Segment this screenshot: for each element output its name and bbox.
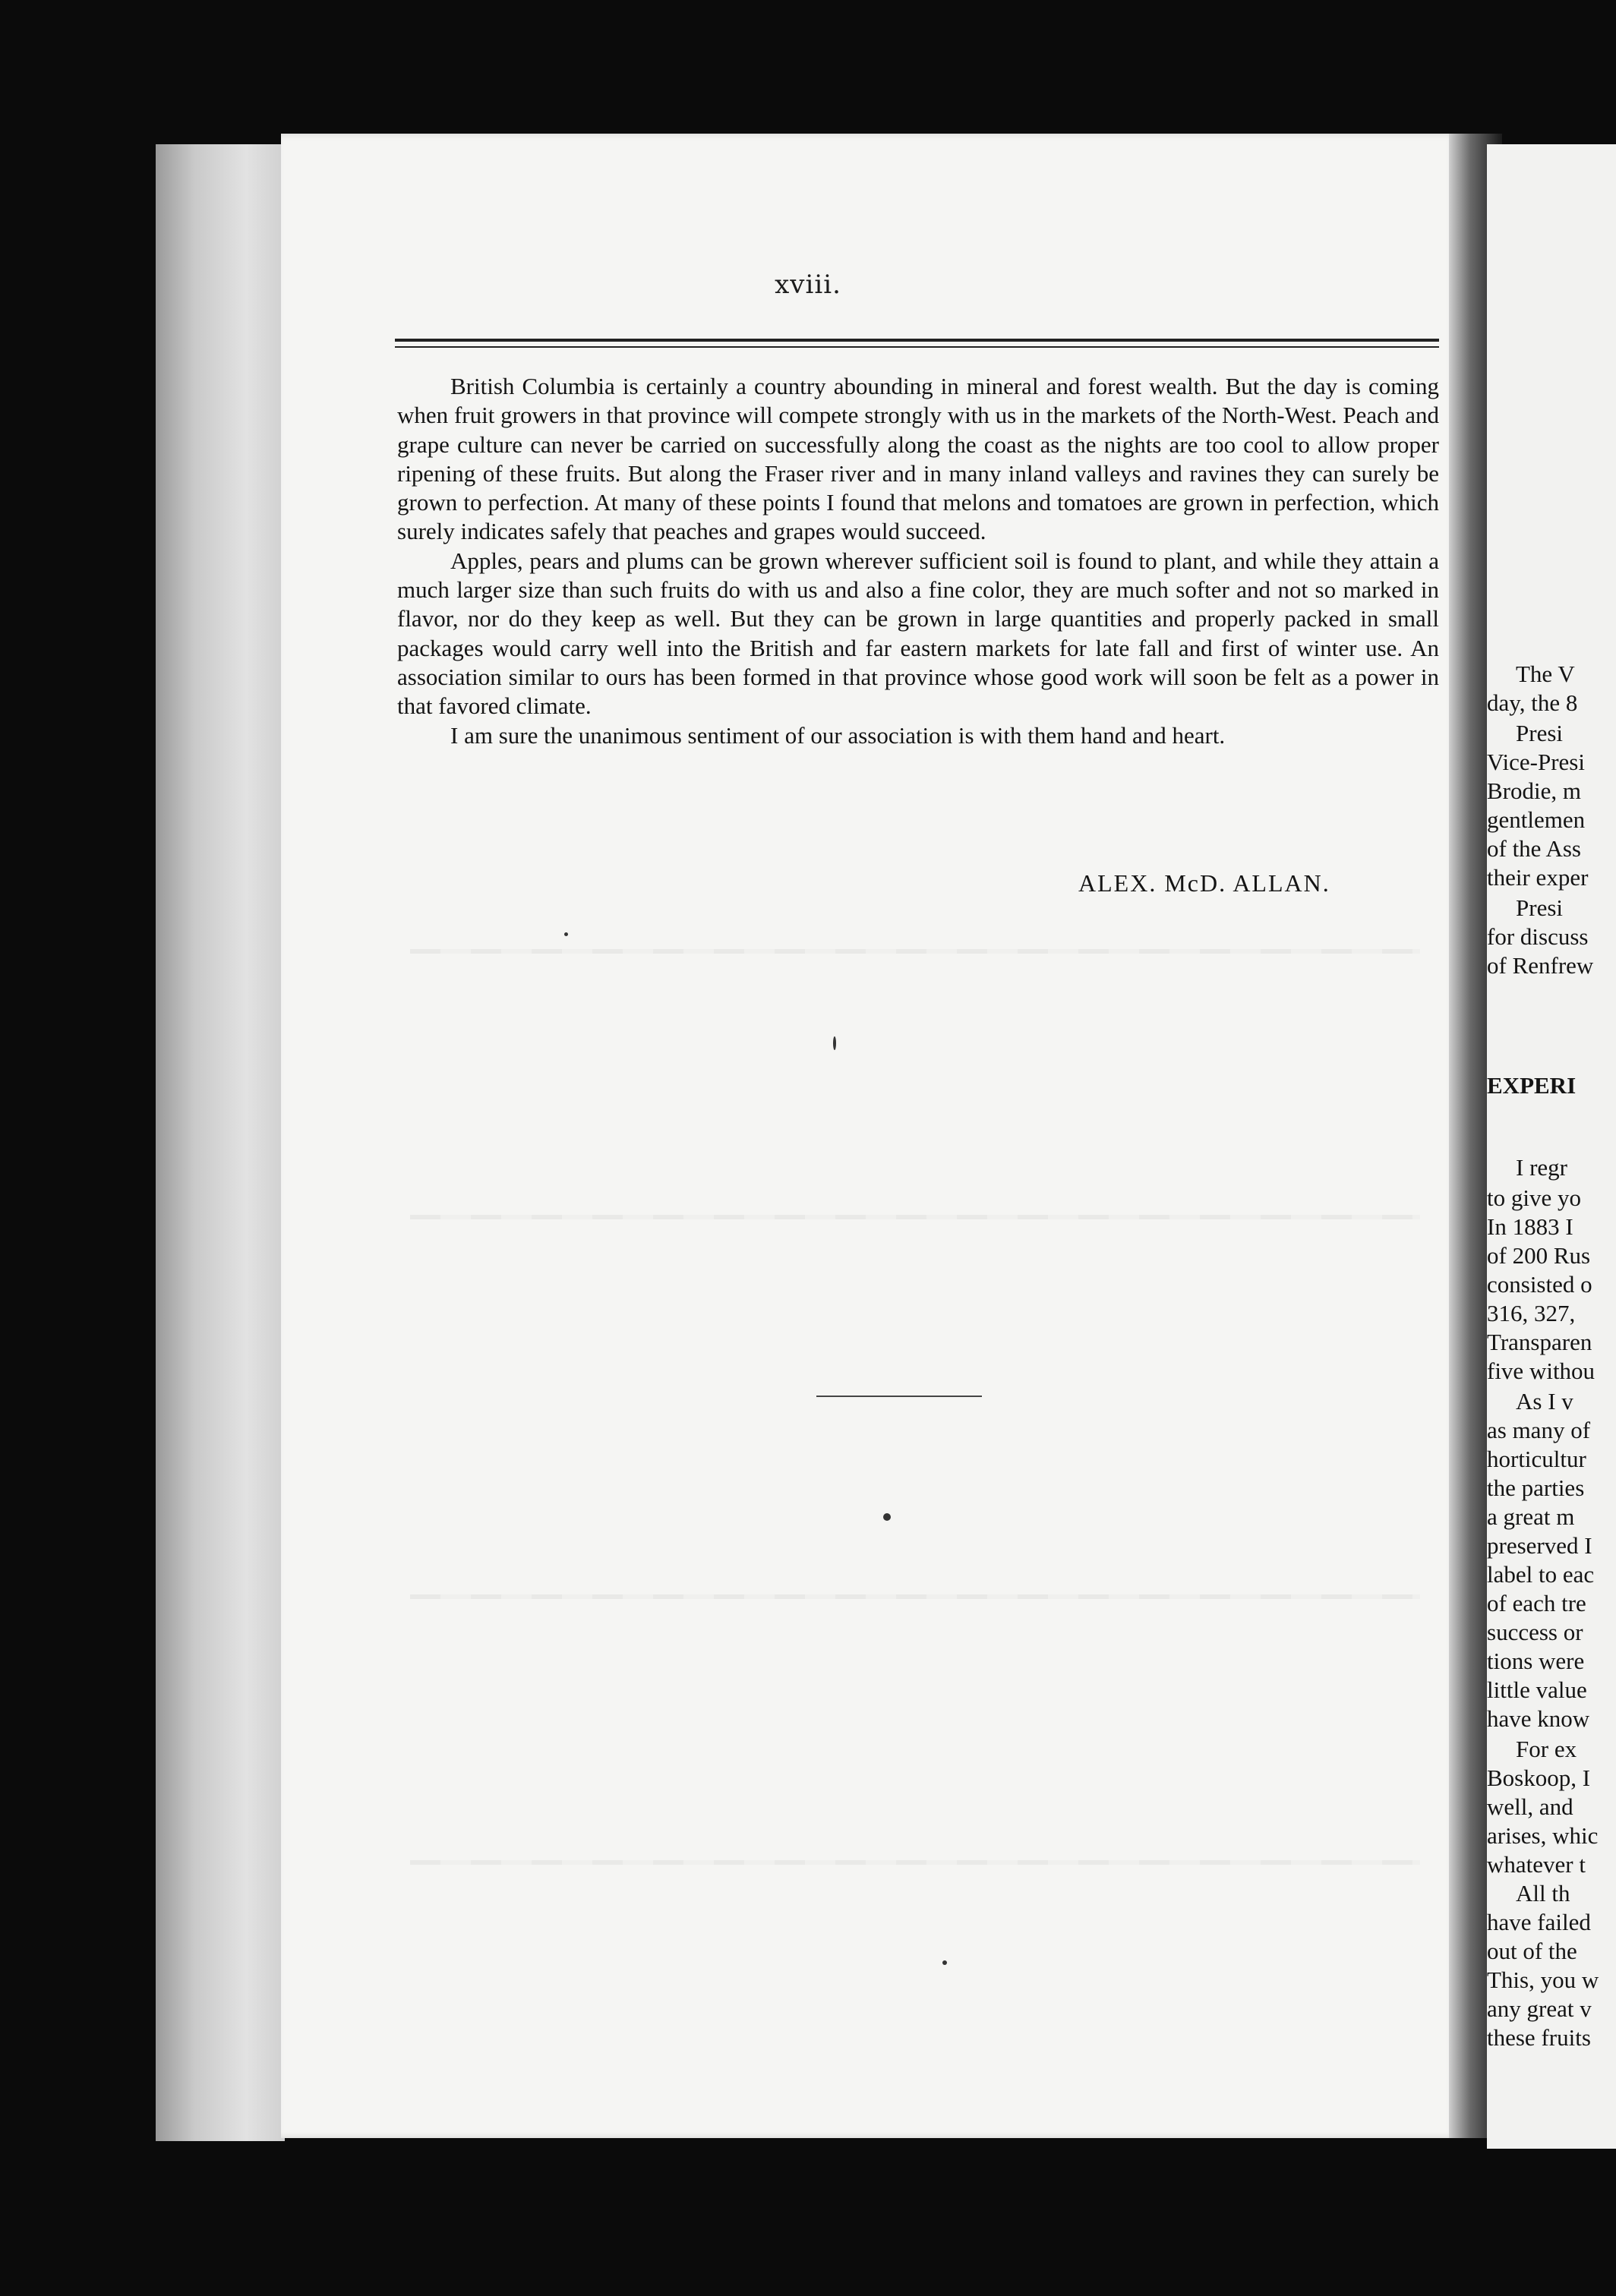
adjacent-page-line: have failed — [1487, 1909, 1591, 1935]
bleed-through — [410, 1594, 1420, 1599]
adjacent-page-line: All th — [1516, 1880, 1570, 1906]
speck — [833, 1036, 836, 1050]
signature: ALEX. McD. ALLAN. — [1078, 869, 1330, 897]
paragraph: I am sure the unanimous sentiment of our association is with them hand and heart. — [450, 721, 1226, 749]
bleed-through — [410, 1860, 1420, 1865]
adjacent-page-line: of the Ass — [1487, 835, 1581, 862]
page-number: xviii. — [775, 270, 841, 300]
adjacent-page-line: well, and — [1487, 1793, 1573, 1820]
speck — [564, 932, 568, 936]
adjacent-page-line: little value — [1487, 1676, 1587, 1703]
adjacent-page-line: five withou — [1487, 1358, 1595, 1384]
adjacent-page-line: Presi — [1516, 894, 1563, 921]
adjacent-page-line: tions were — [1487, 1648, 1585, 1674]
adjacent-page-line: 316, 327, — [1487, 1300, 1576, 1326]
adjacent-page-line: Vice-Presi — [1487, 749, 1585, 775]
adjacent-page-line: of Renfrew — [1487, 952, 1594, 979]
adjacent-page-line: day, the 8 — [1487, 689, 1578, 716]
adjacent-page-line: I regr — [1516, 1154, 1567, 1181]
adjacent-page-line: preserved I — [1487, 1532, 1592, 1559]
adjacent-page-line: Brodie, m — [1487, 777, 1581, 804]
adjacent-page-line: a great m — [1487, 1503, 1575, 1530]
adjacent-page-line: these fruits — [1487, 2024, 1591, 2051]
adjacent-page-line: arises, whic — [1487, 1822, 1599, 1849]
adjacent-page-line: consisted o — [1487, 1271, 1592, 1298]
adjacent-page-line: of 200 Rus — [1487, 1242, 1591, 1269]
adjacent-page-line: In 1883 I — [1487, 1213, 1573, 1240]
adjacent-page-line: of each tre — [1487, 1590, 1586, 1616]
adjacent-page-line: This, you w — [1487, 1966, 1599, 1993]
adjacent-page-line: The V — [1516, 661, 1575, 687]
bleed-through — [410, 1215, 1420, 1219]
adjacent-page-line: have know — [1487, 1705, 1590, 1732]
adjacent-page-line: their exper — [1487, 864, 1589, 891]
adjacent-page-line: to give yo — [1487, 1184, 1581, 1211]
section-divider — [816, 1396, 982, 1397]
header-rule — [395, 339, 1439, 342]
paragraph: Apples, pears and plums can be grown wherever sufficient soil is found to plant, and while they attain a much larger size than such fruits do with us and also a fine color, they are much softer and not so marked in flavor, nor do they keep as well. But they can be grown in large quantities and properly packed in small packages would carry well into the British and far eastern markets for late fall and first of winter use. An association similar to ours has been formed in that province whose good work will soon be felt as a power in that favored climate. — [397, 547, 1439, 720]
adjacent-page-line: gentlemen — [1487, 806, 1586, 833]
adjacent-page-line: For ex — [1516, 1736, 1577, 1762]
adjacent-page-line: out of the — [1487, 1938, 1577, 1964]
adjacent-page-line: EXPERI — [1487, 1072, 1577, 1099]
adjacent-page-line: the parties — [1487, 1474, 1585, 1501]
adjacent-page-line: whatever t — [1487, 1851, 1586, 1878]
adjacent-page-line: any great v — [1487, 1995, 1592, 2022]
adjacent-page-line: for discuss — [1487, 923, 1589, 950]
paragraph: British Columbia is certainly a country abounding in mineral and forest wealth. But the day is coming when fruit growers in that province will compete strongly with us in the markets of the North-West. Peach and grape culture can never be carried on successfully along the coast as the nights are too cool to allow proper ripening of these fruits. But along the Fraser river and in many inland valleys and ravines they can surely be grown to perfection. At many of these points I found that melons and tomatoes are grown in perfection, which surely indicates safely that peaches and grapes would succeed. — [397, 373, 1439, 545]
adjacent-page-line: success or — [1487, 1619, 1583, 1645]
adjacent-page-line: Boskoop, I — [1487, 1765, 1591, 1791]
adjacent-page-line: Transparen — [1487, 1329, 1592, 1355]
bleed-through — [410, 949, 1420, 954]
adjacent-page-line: As I v — [1516, 1388, 1573, 1414]
book-edge — [156, 144, 285, 2141]
adjacent-page-line: horticultur — [1487, 1446, 1586, 1472]
body-text — [397, 372, 1439, 750]
speck — [942, 1960, 947, 1965]
speck — [883, 1513, 891, 1521]
header-rule-thin — [395, 346, 1439, 348]
adjacent-page-line: as many of — [1487, 1417, 1591, 1443]
adjacent-page-line: Presi — [1516, 720, 1563, 746]
adjacent-page-line: label to eac — [1487, 1561, 1595, 1588]
